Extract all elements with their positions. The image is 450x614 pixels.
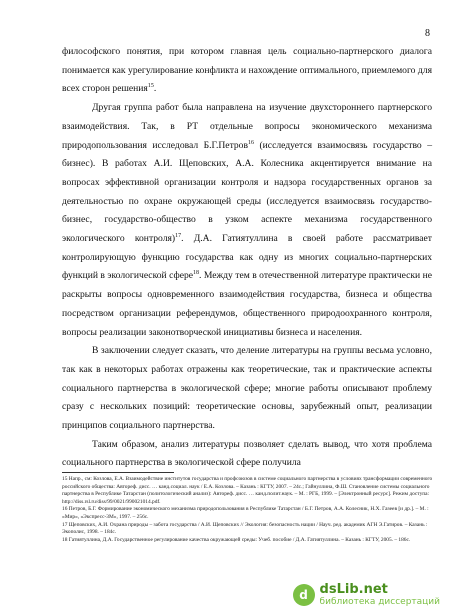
watermark-brand-a: dsLib	[319, 582, 359, 597]
watermark-subtitle: библиотека диссертаций	[319, 597, 440, 607]
watermark-brand-b: .net	[358, 582, 388, 597]
footnote: 17 Щеповских, А.И. Охрана природы – забота государства / А.И. Щеповских // Экология: безопасность нации / Науч. ред. академик АГН Э.Гатиров. – Казань : Экополис, 1998. – 184с.	[62, 521, 428, 536]
paragraph	[62, 43, 432, 99]
footnote-ref[interactable]: 15	[147, 83, 154, 90]
paragraph-text: В заключении следует сказать, что деление литературы на группы весьма условно, так как в некоторых работах отражены как теоретические, так и практические аспекты социального партнерства в экологической сфере; многие работы описывают проблему сразу с нескольких позиций: теоретические основы, зарубежный опыт, реализации принципов социального партнерства.	[62, 345, 432, 432]
paragraph-text: .	[153, 83, 157, 95]
paragraph-text: . Д.А. Гатиятуллина в своей работе рассматривает контролирующую функцию государства как одну из многих социально-партнерских функций в экологической сфере	[62, 233, 432, 282]
page-number: 8	[425, 28, 430, 39]
dslib-logo-icon: d	[293, 584, 315, 606]
footnotes	[62, 476, 436, 544]
footnote-ref[interactable]: 18	[193, 270, 200, 277]
footnote: 15 Напр., см: Козлова, Е.А. Взаимодействие институтов государства и профсоюзов в системе социального партнерства в условиях трансформации современного российского общества: Автореф. дисс. … канд.социал. наук / Е.А. Козлова. – Казань : КГТУ, 2007. – 24с.; Гайнуллина, Ф.Ш. Становление системы социального партнерства в Республике Татарстан (политологический анализ): Автореф. дисс. … канд.полит.наук. – М. : РГБ, 1999. – [Электронный ресурс]. Режим доступа: http://diss.rsl.ru/diss/99/0021/990021014.pdf.	[62, 476, 433, 505]
footnote: 16 Петров, Б.Г. Формирование экономического механизма природопользования в Республике Татарстан / Б.Г. Петров, А.А. Колесник, Н.Х. Газеев [и др.]. – М. : «Мир», «Экспресс-3М», 1997. – 256с.	[62, 506, 429, 520]
paragraph	[62, 99, 432, 342]
paragraph-text: Другая группа работ была направлена на изучение двухстороннего партнерского взаимодействия. Так, в РТ отдельные вопросы экономического механизма природопользования исследовал Б.Г.Петров	[62, 102, 432, 151]
footnote-ref[interactable]: 17	[175, 232, 182, 239]
footnote-separator	[62, 472, 174, 473]
paragraph-text: (исследуется взаимосвязь государство – бизнес). В работах А.И. Щеповских, А.А. Колесника акцентируется внимание на вопросах эффективной организации контроля и надзора государственных органов за деятельностью по охране окружающей среды (исследуется взаимосвязь государство-бизнес, государство-общество в узком аспекте механизма государственного экологического контроля)	[62, 139, 432, 245]
dslib-watermark[interactable]	[293, 583, 440, 607]
body-text	[62, 43, 432, 473]
footnote-ref[interactable]: 16	[248, 139, 255, 146]
paragraph-text: . Между тем в отечественной литературе практически не раскрыты вопросы одновременного взаимодействия государства, бизнеса и общества посредством организации референдумов, общественного природоохранного контроля, вопросы реализации законотворческой инициативы бизнеса и населения.	[62, 270, 432, 338]
paragraph-text: философского понятия, при котором главная цель социально-партнерского диалога понимается как урегулирование конфликта и нахождение оптимального, приемлемого для всех сторон решения	[62, 46, 432, 95]
footnote: 18 Гатиятуллина, Д.А. Государственное регулирование качества окружающей среды: Учеб. пособие / Д.А. Гатиятуллина. – Казань : КГТУ, 2005. – 186с.	[62, 536, 411, 543]
watermark-brand	[320, 583, 440, 596]
paragraph-text: Таким образом, анализ литературы позволяет сделать вывод, что хотя проблема социального партнерства в экологической сфере получила	[62, 438, 432, 469]
paragraph	[62, 342, 432, 436]
paragraph	[62, 436, 432, 473]
